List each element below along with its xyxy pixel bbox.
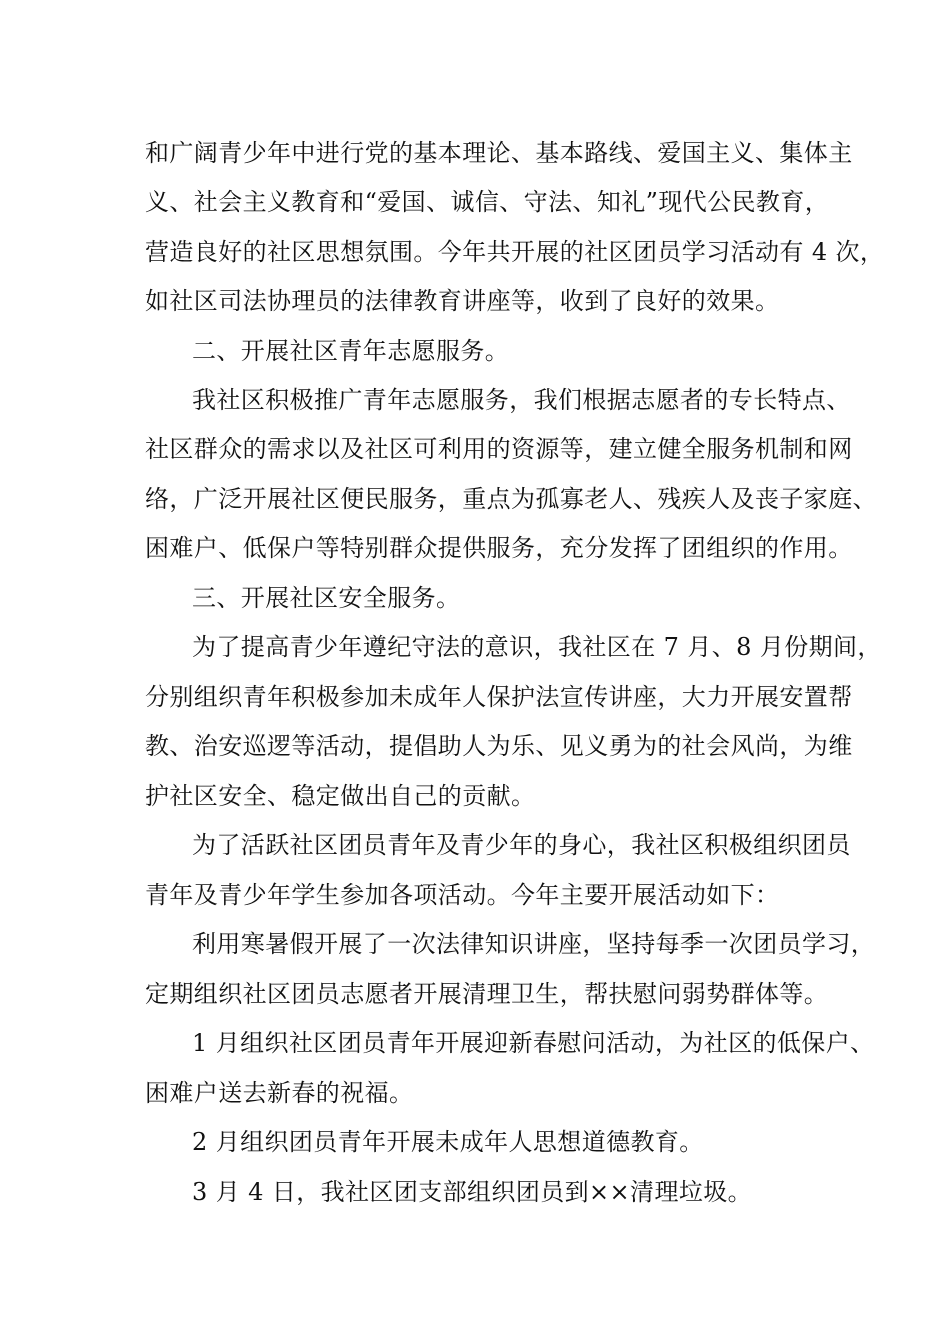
text-line: 为了提高青少年遵纪守法的意识，我社区在 7 月、8 月份期间，	[192, 633, 882, 661]
text-line: 青年及青少年学生参加各项活动。今年主要开展活动如下：	[145, 881, 780, 909]
text-line: 3 月 4 日，我社区团支部组织团员到××清理垃圾。	[192, 1178, 753, 1206]
text-line: 困难户送去新春的祝福。	[145, 1079, 414, 1107]
text-line: 分别组织青年积极参加未成年人保护法宣传讲座，大力开展安置帮	[145, 683, 853, 711]
text-line: 教、治安巡逻等活动，提倡助人为乐、见义勇为的社会风尚，为维	[145, 732, 853, 760]
text-line: 护社区安全、稳定做出自己的贡献。	[145, 782, 536, 810]
text-line: 2 月组织团员青年开展未成年人思想道德教育。	[192, 1128, 704, 1156]
text-line: 1 月组织社区团员青年开展迎新春慰问活动，为社区的低保户、	[192, 1029, 875, 1057]
section-heading: 二、开展社区青年志愿服务。	[192, 337, 510, 365]
text-line: 营造良好的社区思想氛围。今年共开展的社区团员学习活动有 4 次，	[145, 238, 885, 266]
text-line: 利用寒暑假开展了一次法律知识讲座，坚持每季一次团员学习，	[192, 930, 876, 958]
text-line: 为了活跃社区团员青年及青少年的身心，我社区积极组织团员	[192, 831, 851, 859]
text-line: 义、社会主义教育和“爱国、诚信、守法、知礼”现代公民教育，	[145, 188, 830, 216]
text-line: 络，广泛开展社区便民服务，重点为孤寡老人、残疾人及丧子家庭、	[145, 485, 877, 513]
text-line: 和广阔青少年中进行党的基本理论、基本路线、爱国主义、集体主	[145, 139, 853, 167]
text-line: 定期组织社区团员志愿者开展清理卫生，帮扶慰问弱势群体等。	[145, 980, 829, 1008]
text-line: 困难户、低保户等特别群众提供服务，充分发挥了团组织的作用。	[145, 534, 853, 562]
text-line: 社区群众的需求以及社区可利用的资源等，建立健全服务机制和网	[145, 435, 853, 463]
text-line: 我社区积极推广青年志愿服务，我们根据志愿者的专长特点、	[192, 386, 851, 414]
section-heading: 三、开展社区安全服务。	[192, 584, 461, 612]
text-line: 如社区司法协理员的法律教育讲座等，收到了良好的效果。	[145, 287, 780, 315]
